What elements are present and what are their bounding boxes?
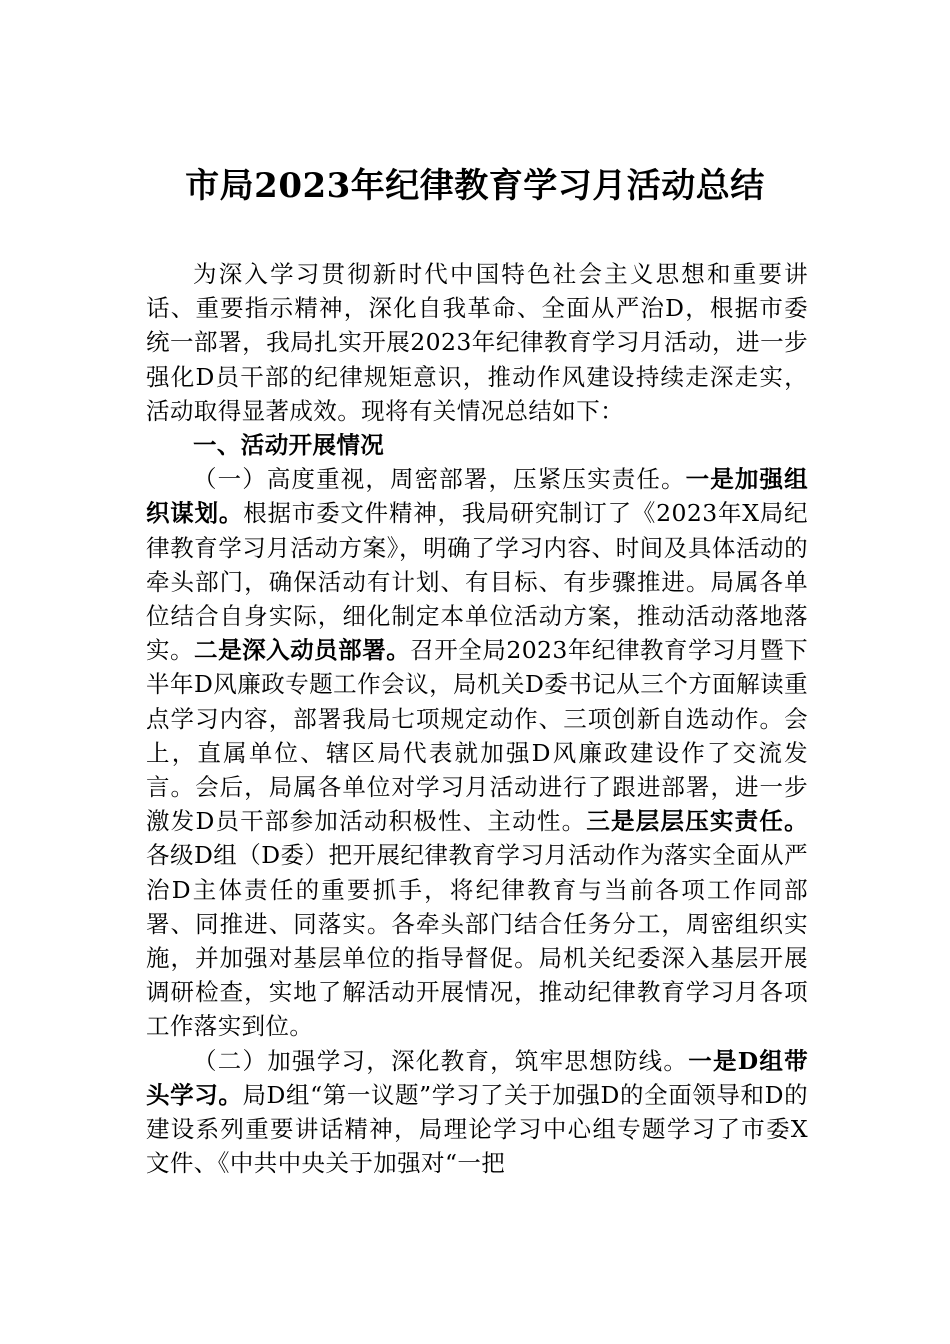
paragraph-1-point-2-title: 二是深入动员部署。 [194,636,411,665]
paragraph-2-lead: （二）加强学习，深化教育，筑牢思想防线。 [193,1046,689,1075]
paragraph-2 [146,1044,808,1181]
document-body [146,257,808,1180]
paragraph-2-point-1-title: 一是D组带头学习。 [146,1046,809,1109]
paragraph-1 [146,462,808,1043]
intro-paragraph: 为深入学习贯彻新时代中国特色社会主义思想和重要讲话、重要指示精神，深化自我革命、全面从严治D，根据市委统一部署，我局扎实开展2023年纪律教育学习月活动，进一步强化D员干部的纪律规矩意识，推动作风建设持续走深走实，活动取得显著成效。现将有关情况总结如下： [146,260,808,425]
paragraph-1-lead: （一）高度重视，周密部署，压紧压实责任。 [193,465,686,494]
paragraph-1-point-3-text: 各级D组（D委）把开展纪律教育学习月活动作为落实全面从严治D主体责任的重要抓手，将纪律教育与当前各项工作同部署、同推进、同落实。各牵头部门结合任务分工，周密组织实施，并加强对基层单位的指导督促。局机关纪委深入基层开展调研检查，实地了解活动开展情况，推动纪律教育学习月各项工作落实到位。 [146,841,808,1041]
paragraph-2-point-1-text: 局D组“第一议题”学习了关于加强D的全面领导和D的建设系列重要讲话精神，局理论学习中心组专题学习了市委X文件、《中共中央关于加强对“一把 [146,1080,808,1178]
paragraph-1-point-3-title: 三是层层压实责任。 [586,807,808,836]
section-heading: 一、活动开展情况 [193,431,385,460]
paragraph-1-point-1-title: 一是加强组织谋划。 [146,465,809,528]
paragraph-1-point-2-text: 召开全局2023年纪律教育学习月暨下半年D风廉政专题工作会议，局机关D委书记从三个方面解读重点学习内容，部署我局七项规定动作、三项创新自选动作。会上，直属单位、辖区局代表就加强D风廉政建设作了交流发言。会后，局属各单位对学习月活动进行了跟进部署，进一步激发D员干部参加活动积极性、主动性。 [146,636,808,836]
paragraph-1-point-1-text: 根据市委文件精神，我局研究制订了《2023年X局纪律教育学习月活动方案》，明确了学习内容、时间及具体活动的牵头部门，确保活动有计划、有目标、有步骤推进。局属各单位结合自身实际，细化制定本单位活动方案，推动活动落地落实。 [146,499,808,665]
document-title: 市局2023年纪律教育学习月活动总结 [185,166,765,206]
